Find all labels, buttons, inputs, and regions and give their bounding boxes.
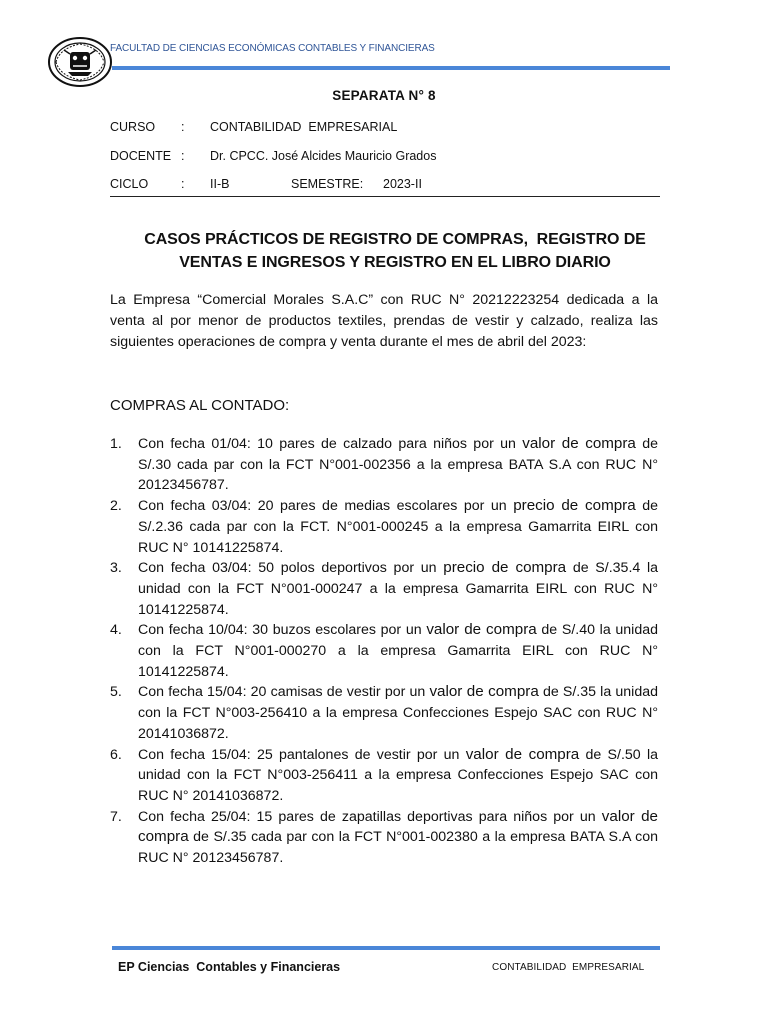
item-number: 4. xyxy=(110,622,122,639)
cycle-value: II-B xyxy=(210,177,230,191)
teacher-label: DOCENTE xyxy=(110,149,172,163)
list-item xyxy=(110,807,658,869)
footer-school: EP Ciencias Contables y Financieras xyxy=(118,960,341,974)
item-text: de S/.2.36 cada par con la FCT. N°001-000245 a la empresa Gamarrita EIRL con RUC N° 10141225874. xyxy=(138,498,658,556)
faculty-name: FACULTAD DE CIENCIAS ECONÓMICAS CONTABLES Y FINANCIERAS xyxy=(110,43,435,54)
document-number: SEPARATA N° 8 xyxy=(332,88,436,103)
colon: : xyxy=(181,120,185,134)
item-text: de S/.50 la unidad con la FCT N°003-256411 a la empresa Confecciones Espejo SAC con RUC N° 20141036872. xyxy=(138,746,658,804)
intro-paragraph: La Empresa “Comercial Morales S.A.C” con RUC N° 20212223254 dedicada a la venta al por menor de productos textiles, prendas de vestir y calzado, realiza las siguientes operaciones de compra y venta durante el mes de abril del 2023: xyxy=(110,292,658,350)
list-item xyxy=(110,434,658,496)
item-highlight: valor de compra xyxy=(522,435,636,452)
item-number: 7. xyxy=(110,808,122,825)
item-text: de S/.35.4 la unidad con la FCT N°001-000247 a la empresa Gamarrita EIRL con RUC N° 10141225874. xyxy=(138,560,659,618)
purchase-list xyxy=(110,434,658,869)
item-highlight: valor de compra xyxy=(429,683,539,701)
item-text: Con fecha 10/04: 30 buzos escolares por un xyxy=(138,622,427,639)
item-text: de S/.35 la unidad con la FCT N°003-256410 a la empresa Confecciones Espejo SAC con RUC N° 20141036872. xyxy=(138,684,658,742)
colon: : xyxy=(181,177,185,191)
colon: : xyxy=(181,149,185,163)
item-number: 5. xyxy=(110,684,122,701)
title-line-1: CASOS PRÁCTICOS DE REGISTRO DE COMPRAS, REGISTRO DE xyxy=(144,231,646,248)
item-text: Con fecha 03/04: 50 polos deportivos por un xyxy=(138,560,444,577)
list-item xyxy=(110,620,658,682)
semester-value: 2023-II xyxy=(383,177,422,191)
header-divider xyxy=(112,66,670,70)
cycle-label: CICLO xyxy=(110,177,149,191)
item-number: 3. xyxy=(110,560,122,577)
footer-course: CONTABILIDAD EMPRESARIAL xyxy=(492,962,645,973)
item-text: Con fecha 25/04: 15 pares de zapatillas deportivas para niños por un xyxy=(138,808,602,825)
item-text: Con fecha 01/04: 10 pares de calzado para niños por un xyxy=(138,436,523,452)
course-value: CONTABILIDAD EMPRESARIAL xyxy=(210,120,398,134)
item-highlight: valor de compra xyxy=(465,745,580,763)
list-item xyxy=(110,682,658,744)
item-text: de S/.30 cada par con la FCT N°001-002356 a la empresa BATA S.A con RUC N° 20123456787. xyxy=(138,436,658,494)
university-seal-icon xyxy=(46,36,114,88)
course-label: CURSO xyxy=(110,120,156,134)
item-highlight: valor de compra xyxy=(138,807,658,846)
item-text: Con fecha 03/04: 20 pares de medias escolares por un xyxy=(138,498,514,515)
title-line-2: VENTAS E INGRESOS Y REGISTRO EN EL LIBRO DIARIO xyxy=(179,254,611,271)
semester-label: SEMESTRE: xyxy=(291,177,364,191)
item-highlight: precio de compra xyxy=(443,559,567,577)
item-number: 6. xyxy=(110,746,122,763)
list-item xyxy=(110,745,658,807)
teacher-value: Dr. CPCC. José Alcides Mauricio Grados xyxy=(210,149,437,163)
item-highlight: valor de compra xyxy=(426,621,537,639)
item-text: de S/.35 cada par con la FCT N°001-002380 a la empresa BATA S.A con RUC N° 20123456787. xyxy=(138,829,658,867)
item-text: de S/.40 la unidad con la FCT N°001-000270 a la empresa Gamarrita EIRL con RUC N° 10141225874. xyxy=(138,622,658,680)
footer-divider xyxy=(112,946,660,950)
item-highlight: precio de compra xyxy=(513,497,636,515)
item-number: 2. xyxy=(110,498,122,515)
item-text: Con fecha 15/04: 25 pantalones de vestir por un xyxy=(138,746,466,763)
item-number: 1. xyxy=(110,436,122,452)
info-divider xyxy=(110,196,660,197)
section-heading: COMPRAS AL CONTADO: xyxy=(110,397,290,414)
list-item xyxy=(110,496,658,558)
document-title xyxy=(110,228,680,274)
list-item xyxy=(110,558,658,620)
item-text: Con fecha 15/04: 20 camisas de vestir por un xyxy=(138,684,430,701)
